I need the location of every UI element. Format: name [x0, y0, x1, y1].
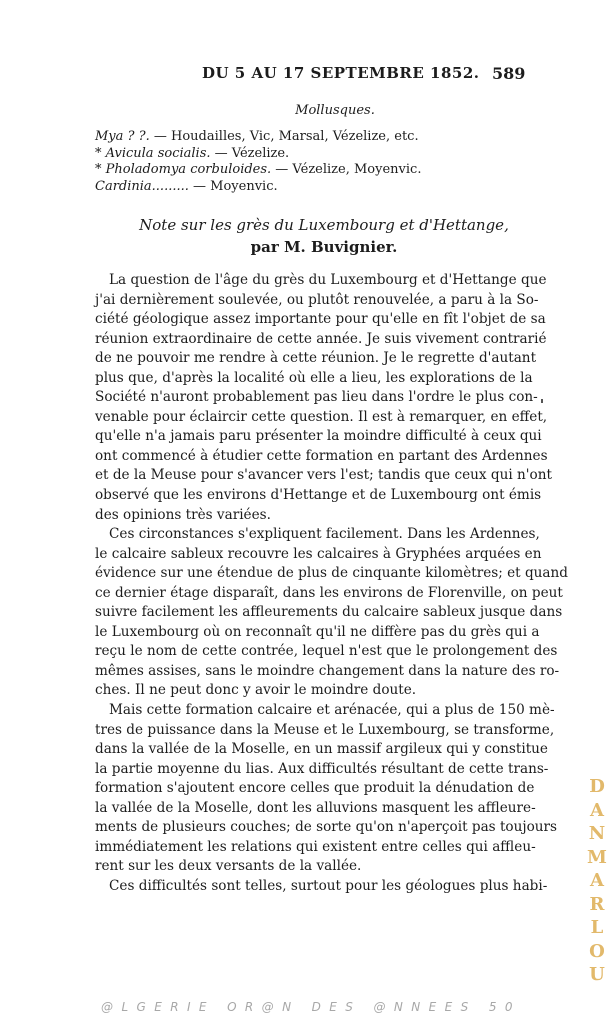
- paragraph: [95, 877, 548, 897]
- page-header: [0, 64, 610, 86]
- species-name: Cardinia.........: [95, 178, 189, 194]
- text-line: ont commencé à étudier cette formation en partant des Ardennes: [95, 447, 548, 464]
- note-title: Note sur les grès du Luxembourg et d'Hettange,: [139, 216, 509, 234]
- text-line: Mais cette formation calcaire et arénacée, qui a plus de 150 mè-: [109, 702, 555, 719]
- text-line: j'ai dernièrement soulevée, ou plutôt renouvelée, a paru à la So-: [95, 291, 539, 308]
- note-author: par M. Buvignier.: [250, 238, 398, 256]
- note-title-block: [0, 214, 610, 258]
- text-line: et de la Meuse pour s'avancer vers l'est; tandis que ceux qui n'ont: [95, 467, 552, 484]
- species-name: * Pholadomya corbuloides.: [95, 162, 272, 177]
- species-localities: — Houdailles, Vic, Marsal, Vézelize, etc.: [149, 129, 419, 144]
- text-line: immédiatement les relations qui existent entre celles qui affleu-: [95, 838, 536, 855]
- text-line: mêmes assises, sans le moindre changement dans la nature des ro-: [95, 662, 560, 679]
- species-localities: — Vézelize, Moyenvic.: [271, 162, 422, 177]
- species-row: [95, 179, 421, 196]
- text-line: plus que, d'après la localité où elle a lieu, les explorations de la: [95, 369, 533, 386]
- section-heading: Mollusques.: [295, 103, 375, 118]
- text-line: observé que les environs d'Hettange et de Luxembourg ont émis: [95, 487, 542, 504]
- running-head: DU 5 AU 17 SEPTEMBRE 1852.: [202, 64, 480, 82]
- species-row: [95, 162, 421, 179]
- text-line: réunion extraordinaire de cette année. Je suis vivement contrarié: [95, 330, 547, 347]
- text-line: Ces difficultés sont telles, surtout pour les géologues plus habi-: [109, 877, 548, 894]
- text-line: des opinions très variées.: [95, 506, 271, 523]
- page-number: 589: [492, 64, 526, 83]
- ink-speck: [541, 399, 543, 403]
- paragraph: [95, 701, 557, 877]
- side-watermark-letter: D: [589, 776, 605, 797]
- text-line: ches. Il ne peut donc y avoir le moindre doute.: [95, 682, 417, 699]
- paragraph: [95, 525, 568, 701]
- text-line: ce dernier étage disparaît, dans les environs de Florenville, on peut: [95, 584, 563, 601]
- text-line: le calcaire sableux recouvre les calcaires à Gryphées arquées en: [95, 545, 542, 562]
- text-line: venable pour éclaircir cette question. Il est à remarquer, en effet,: [95, 408, 548, 425]
- text-line: la partie moyenne du lias. Aux difficultés résultant de cette trans-: [95, 760, 549, 777]
- side-watermark-letter: U: [589, 964, 605, 985]
- species-localities: — Moyenvic.: [188, 178, 278, 194]
- bottom-watermark: @LGERIE OR@N DES @NNEES 50: [101, 1000, 521, 1014]
- text-line: rent sur les deux versants de la vallée.: [95, 858, 362, 875]
- text-line: qu'elle n'a jamais paru présenter la moindre difficulté à ceux qui: [95, 428, 542, 445]
- body-text: [95, 271, 568, 897]
- species-list: [95, 129, 421, 195]
- species-name: * Avicula socialis.: [95, 145, 211, 161]
- side-watermark-letter: A: [590, 799, 604, 821]
- side-watermark-letter: M: [587, 846, 607, 868]
- side-watermark-letter: A: [590, 870, 604, 891]
- side-watermark: [586, 775, 608, 987]
- text-line: de ne pouvoir me rendre à cette réunion. Je le regrette d'autant: [95, 350, 537, 367]
- text-line: La question de l'âge du grès du Luxembourg et d'Hettange que: [109, 272, 547, 288]
- side-watermark-letter: O: [589, 940, 605, 962]
- text-line: évidence sur une étendue de plus de cinquante kilomètres; et quand: [95, 565, 568, 582]
- side-watermark-letter: N: [588, 823, 606, 844]
- side-watermark-letter: R: [589, 893, 605, 915]
- text-line: tres de puissance dans la Meuse et le Luxembourg, se transforme,: [95, 721, 555, 738]
- text-line: la vallée de la Moselle, dont les alluvions masquent les affleure-: [95, 799, 536, 816]
- text-line: Société n'auront probablement pas lieu dans l'ordre le plus con-: [95, 389, 538, 406]
- text-line: ciété géologique assez importante pour qu'elle en fît l'objet de sa: [95, 311, 546, 328]
- species-row: [95, 146, 421, 163]
- species-row: [95, 129, 421, 146]
- text-line: formation s'ajoutent encore celles que produit la dénudation de: [95, 780, 535, 797]
- species-name: Mya ? ?.: [95, 129, 150, 144]
- text-line: le Luxembourg où on reconnaît qu'il ne diffère pas du grès qui a: [95, 623, 540, 640]
- text-line: suivre facilement les affleurements du calcaire sableux jusque dans: [95, 604, 563, 621]
- paragraph: [95, 271, 552, 525]
- text-line: reçu le nom de cette contrée, lequel n'est que le prolongement des: [95, 643, 558, 660]
- text-line: Ces circonstances s'expliquent facilement. Dans les Ardennes,: [109, 526, 540, 543]
- side-watermark-letter: L: [590, 917, 604, 938]
- species-localities: — Vézelize.: [210, 145, 290, 161]
- text-line: ments de plusieurs couches; de sorte qu'on n'aperçoit pas toujours: [95, 819, 557, 836]
- text-line: dans la vallée de la Moselle, en un massif argileux qui y constitue: [95, 741, 548, 758]
